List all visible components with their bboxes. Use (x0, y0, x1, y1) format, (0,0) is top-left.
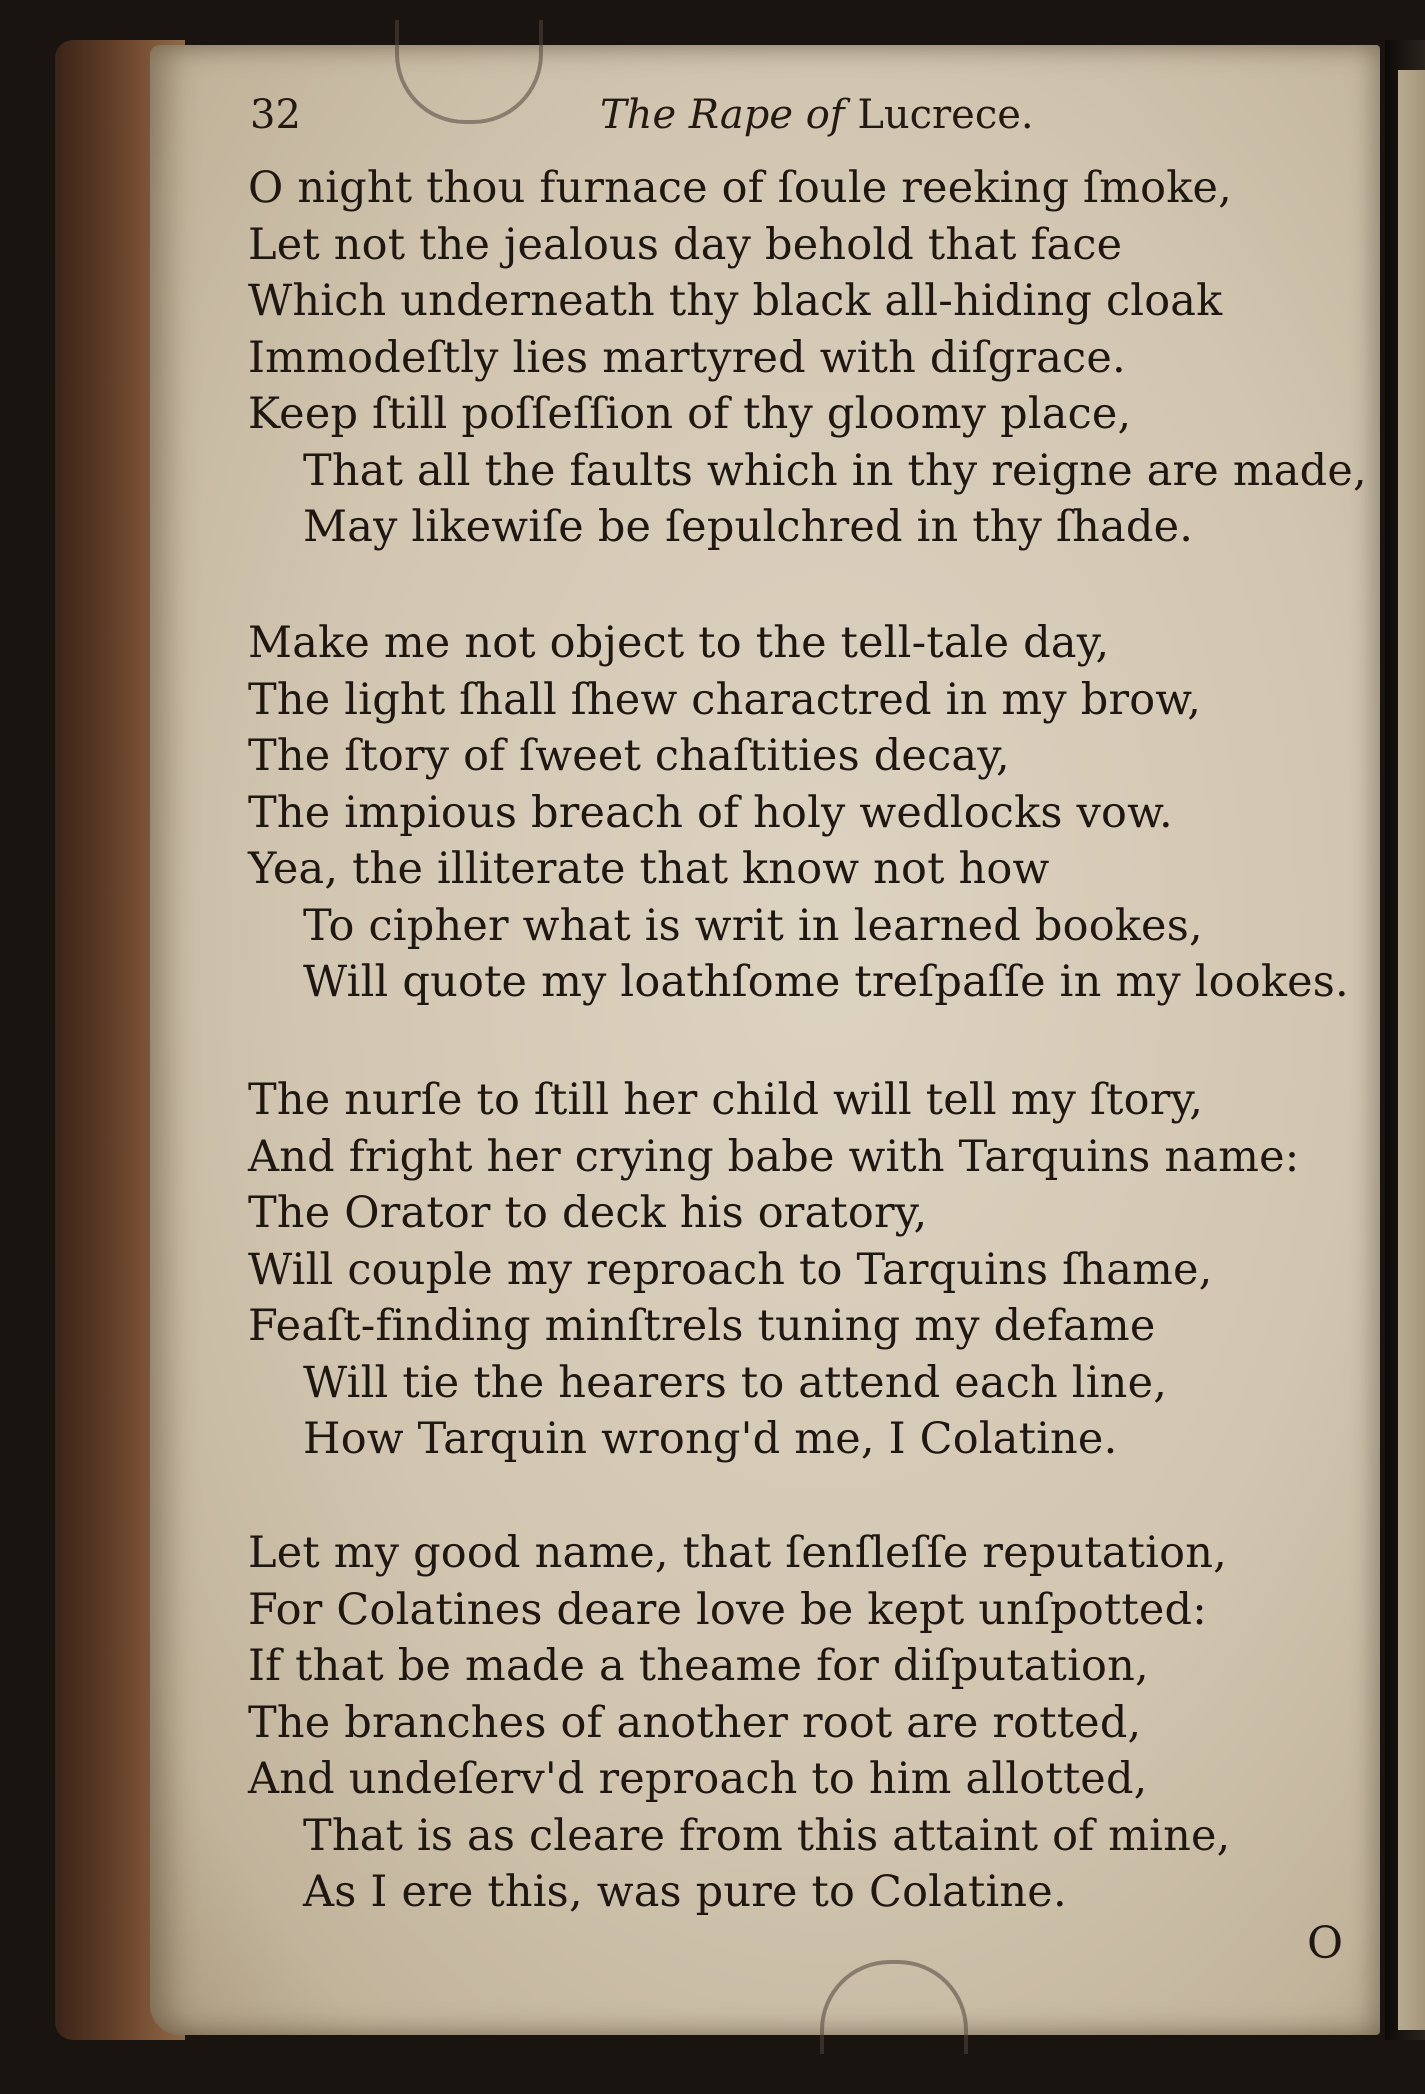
verse-line: The light ſhall ſhew charactred in my brow, (248, 674, 1202, 725)
verse-line: And fright her crying babe with Tarquins name: (248, 1131, 1300, 1182)
verse-line: Which underneath thy black all-hiding cloak (248, 276, 1223, 326)
facing-page-edge (1398, 70, 1425, 2030)
verse-line: The nurſe to ſtill her child will tell my ſtory, (248, 1075, 1204, 1125)
verse-line: Will tie the hearers to attend each line, (303, 1357, 1168, 1408)
verse-line: For Colatines deare love be kept unſpotted: (248, 1584, 1207, 1635)
running-title-italic: The Rape of (600, 92, 845, 138)
verse-line: That all the faults which in thy reigne are made, (303, 445, 1367, 496)
running-title (600, 92, 1034, 138)
verse-line: The ſtory of ſweet chaſtities decay, (248, 731, 1010, 781)
verse-line: How Tarquin wrong'd me, I Colatine. (303, 1414, 1118, 1464)
verse-line: The branches of another root are rotted, (248, 1697, 1142, 1748)
stanza-1 (248, 160, 1368, 556)
running-title-roman: Lucrece. (857, 92, 1034, 138)
verse-line: That is as cleare from this attaint of mine, (303, 1810, 1231, 1861)
verse-line: O night thou furnace of ſoule reeking ſmoke, (248, 163, 1232, 213)
stanza-4 (248, 1525, 1368, 1921)
stanza-3 (248, 1072, 1368, 1468)
verse-line: As I ere this, was pure to Colatine. (303, 1867, 1067, 1917)
verse-line: Will couple my reproach to Tarquins ſhame, (248, 1244, 1213, 1295)
verse-line: The impious breach of holy wedlocks vow. (248, 787, 1173, 838)
stanza-2 (248, 615, 1368, 1011)
verse-line: To cipher what is writ in learned bookes, (303, 900, 1203, 951)
verse-line: Keep ſtill poſſeſſion of thy gloomy place, (248, 389, 1132, 439)
verse-line: If that be made a theame for diſputation, (248, 1641, 1149, 1691)
verse-line: Yea, the illiterate that know not how (248, 844, 1050, 894)
verse-line: Immodeſtly lies martyred with diſgrace. (248, 332, 1126, 383)
verse-line: Let my good name, that ſenſleſſe reputation, (248, 1528, 1227, 1578)
catchword: O (1307, 1918, 1344, 1969)
verse-line: And undeſerv'd reproach to him allotted, (248, 1754, 1148, 1804)
page-header (250, 92, 1340, 152)
verse-line: The Orator to deck his oratory, (248, 1188, 928, 1238)
verse-line: Let not the jealous day behold that face (248, 219, 1123, 270)
verse-line: Feaſt-finding minſtrels tuning my defame (248, 1301, 1156, 1351)
verse-line: May likewiſe be ſepulchred in thy ſhade. (303, 502, 1194, 552)
page-number: 32 (250, 92, 301, 138)
verse-line: Make me not object to the tell-tale day, (248, 618, 1110, 668)
verse-line: Will quote my loathſome treſpaſſe in my lookes. (303, 957, 1349, 1007)
